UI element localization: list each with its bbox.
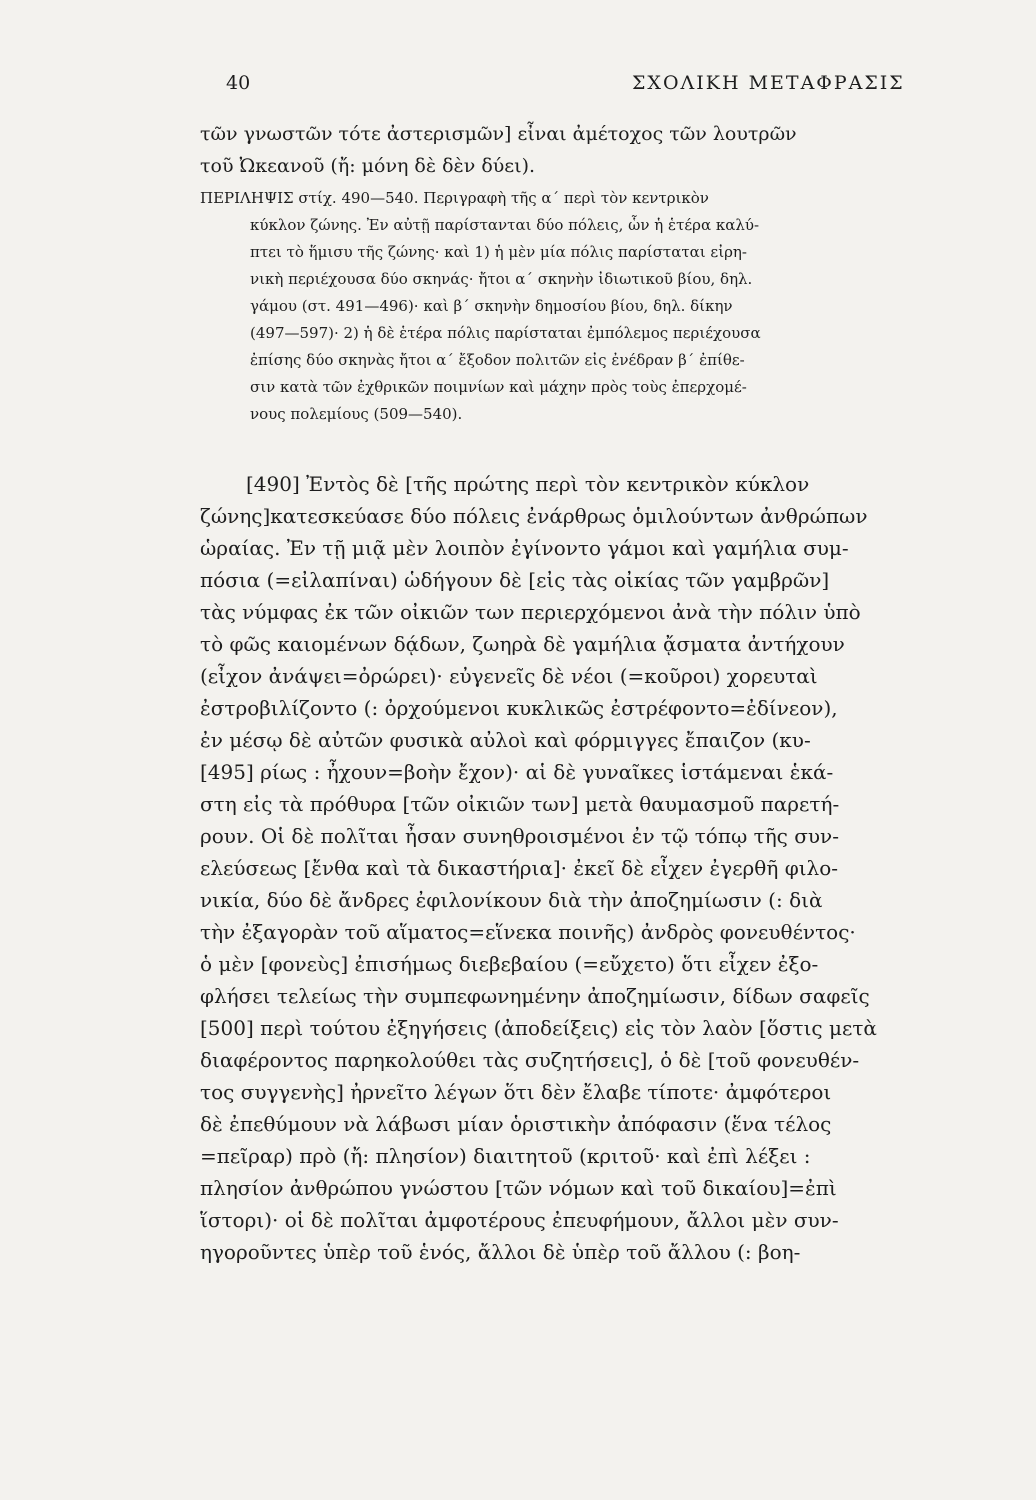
summary-line: γάμου (στ. 491—496)· καὶ β΄ σκηνὴν δημοσίου βίου, δηλ. δίκην: [250, 297, 733, 315]
text-line: [495] ρίως : ἦχουν=βοὴν ἔχον)· αἱ δὲ γυναῖκες ἱστάμεναι ἑκά-: [200, 760, 834, 784]
text-line: τῶν γνωστῶν τότε ἀστερισμῶν] εἶναι ἀμέτοχος τῶν λουτρῶν: [200, 123, 797, 145]
intro-paragraph: [200, 118, 970, 182]
text-line: τος συγγενὴς] ἠρνεῖτο λέγων ὅτι δὲν ἔλαβε τίποτε· ἀμφότεροι: [200, 1080, 832, 1104]
summary-line: ἐπίσης δύο σκηνὰς ἤτοι α΄ ἔξοδον πολιτῶν εἰς ἐνέδραν β΄ ἐπίθε-: [250, 351, 745, 369]
translation-text: [200, 468, 970, 1268]
text-line: τὸ φῶς καιομένων δᾴδων, ζωηρὰ δὲ γαμήλια ᾄσματα ἀντήχουν: [200, 632, 845, 656]
text-line: =πεῖραρ) πρὸ (ἤ: πλησίον) διαιτητοῦ (κριτοῦ· καὶ ἐπὶ λέξει :: [200, 1144, 811, 1168]
text-line: ἐν μέσῳ δὲ αὐτῶν φυσικὰ αὐλοὶ καὶ φόρμιγγες ἔπαιζον (κυ-: [200, 728, 811, 752]
text-line: διαφέροντος παρηκολούθει τὰς συζητήσεις], ὁ δὲ [τοῦ φονευθέν-: [200, 1048, 860, 1072]
text-line: [500] περὶ τούτου ἐξηγήσεις (ἀποδείξεις) εἰς τὸν λαὸν [ὅστις μετὰ: [200, 1016, 877, 1040]
text-line: φλήσει τελείως τὴν συμπεφωνημένην ἀποζημίωσιν, δίδων σαφεῖς: [200, 984, 870, 1008]
text-line: ἐστροβιλίζοντο (: ὀρχούμενοι κυκλικῶς ἐστρέφοντο=ἐδίνεον),: [200, 696, 838, 720]
text-line: [490] Ἐντὸς δὲ [τῆς πρώτης περὶ τὸν κεντρικὸν κύκλον: [246, 472, 810, 496]
text-line: ελεύσεως [ἔνθα καὶ τὰ δικαστήρια]· ἐκεῖ δὲ εἶχεν ἐγερθῆ φιλο-: [200, 856, 839, 880]
text-line: στη εἰς τὰ πρόθυρα [τῶν οἰκιῶν των] μετὰ θαυμασμοῦ παρετή-: [200, 792, 840, 816]
summary-line: κύκλον ζώνης. Ἐν αὐτῇ παρίστανται δύο πόλεις, ὧν ἡ ἑτέρα καλύ-: [250, 216, 760, 234]
text-line: ὁ μὲν [φονεὺς] ἐπισήμως διεβεβαίου (=εὔχετο) ὅτι εἶχεν ἐξο-: [200, 952, 819, 976]
text-line: (εἶχον ἀνάψει=ὀρώρει)· εὐγενεῖς δὲ νέοι (=κοῦροι) χορευταὶ: [200, 664, 818, 688]
text-line: ηγοροῦντες ὑπὲρ τοῦ ἑνός, ἄλλοι δὲ ὑπὲρ τοῦ ἄλλου (: βοη-: [200, 1240, 801, 1264]
text-line: ἵστορι)· οἱ δὲ πολῖται ἀμφοτέρους ἐπευφήμουν, ἄλλοι μὲν συν-: [200, 1208, 839, 1232]
text-line: δὲ ἐπεθύμουν νὰ λάβωσι μίαν ὁριστικὴν ἀπόφασιν (ἕνα τέλος: [200, 1112, 832, 1136]
text-line: τὴν ἐξαγορὰν τοῦ αἵματος=εἵνεκα ποινῆς) ἀνδρὸς φονευθέντος·: [200, 920, 856, 944]
summary-line: ΠΕΡΙΛΗΨΙΣ στίχ. 490—540. Περιγραφὴ τῆς α΄ περὶ τὸν κεντρικὸν: [200, 189, 709, 207]
text-line: ρουν. Οἱ δὲ πολῖται ἦσαν συνηθροισμένοι ἐν τῷ τόπῳ τῆς συν-: [200, 824, 839, 848]
text-line: πόσια (=εἰλαπίναι) ὡδήγουν δὲ [εἰς τὰς οἰκίας τῶν γαμβρῶν]: [200, 568, 830, 592]
text-line: τὰς νύμφας ἐκ τῶν οἰκιῶν των περιερχόμενοι ἀνὰ τὴν πόλιν ὑπὸ: [200, 600, 861, 624]
summary-line: νικὴ περιέχουσα δύο σκηνάς· ἤτοι α΄ σκηνὴν ἰδιωτικοῦ βίου, δηλ.: [250, 270, 753, 288]
text-line: ζώνης]κατεσκεύασε δύο πόλεις ἐνάρθρως ὁμιλούντων ἀνθρώπων: [200, 504, 868, 528]
text-line: τοῦ Ὠκεανοῦ (ἤ: μόνη δὲ δὲν δύει).: [200, 155, 536, 177]
summary-line: πτει τὸ ἥμισυ τῆς ζώνης· καὶ 1) ἡ μὲν μία πόλις παρίσταται εἰρη-: [250, 243, 747, 261]
summary-line: (497—597)· 2) ἡ δὲ ἑτέρα πόλις παρίσταται ἐμπόλεμος περιέχουσα: [250, 324, 761, 342]
summary-paragraph: [200, 185, 970, 428]
text-line: ὡραίας. Ἐν τῇ μιᾷ μὲν λοιπὸν ἐγίνοντο γάμοι καὶ γαμήλια συμ-: [200, 536, 849, 560]
summary-line: σιν κατὰ τῶν ἐχθρικῶν ποιμνίων καὶ μάχην πρὸς τοὺς ἐπερχομέ-: [250, 378, 747, 396]
running-title: ΣΧΟΛΙΚΗ ΜΕΤΑΦΡΑΣΙΣ: [632, 72, 905, 94]
text-line: πλησίον ἀνθρώπου γνώστου [τῶν νόμων καὶ τοῦ δικαίου]=ἐπὶ: [200, 1176, 837, 1200]
summary-line: νους πολεμίους (509—540).: [250, 405, 463, 423]
page-number: 40: [226, 72, 251, 94]
text-line: νικία, δύο δὲ ἄνδρες ἐφιλονίκουν διὰ τὴν ἀποζημίωσιν (: διὰ: [200, 888, 823, 912]
